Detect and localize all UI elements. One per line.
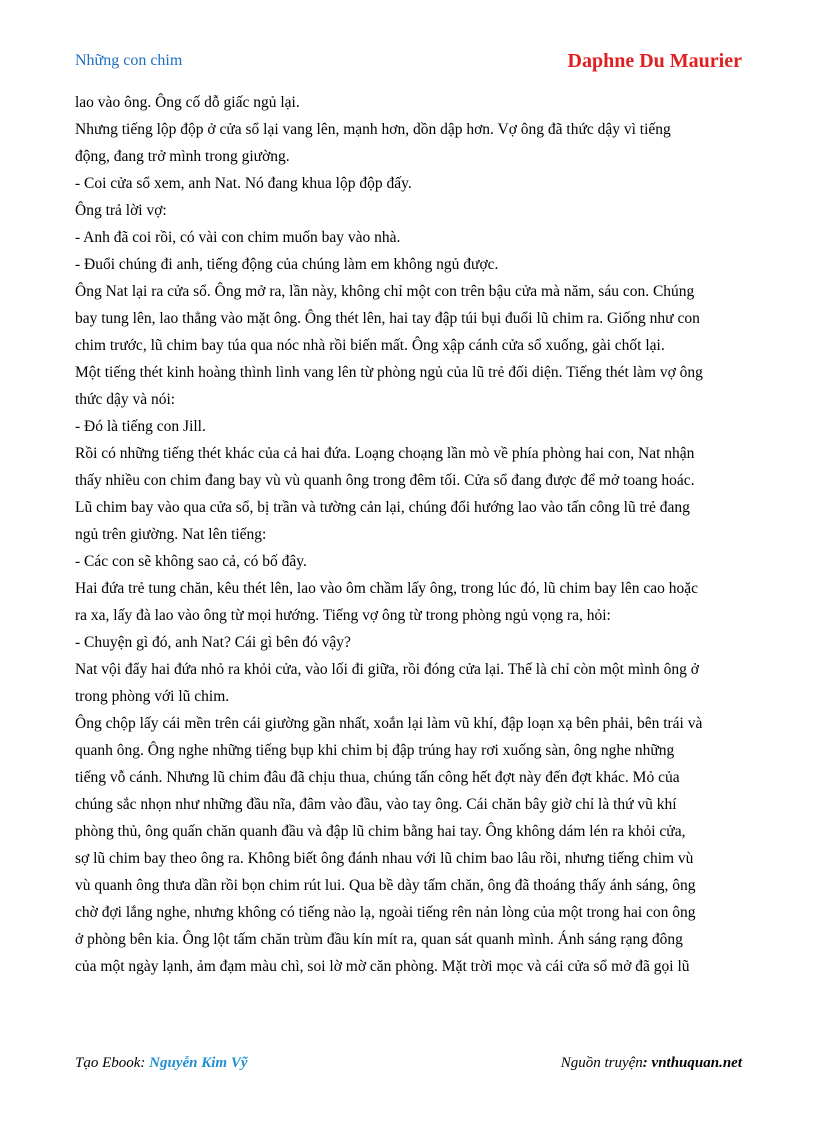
book-title: Những con chim bbox=[75, 52, 183, 69]
ebook-credit bbox=[75, 1055, 248, 1072]
text-line: của một ngày lạnh, ảm đạm màu chì, soi lờ mờ căn phòng. Mặt trời mọc và cái cửa sổ mở đã gọi lũ bbox=[75, 958, 690, 975]
text-line: Ông chộp lấy cái mền trên cái giường gần nhất, xoắn lại làm vũ khí, đập loạn xạ bên phải, bên trái và bbox=[75, 715, 703, 732]
text-line: - Coi cửa sổ xem, anh Nat. Nó đang khua lộp độp đấy. bbox=[75, 175, 412, 192]
creator-separator: : bbox=[140, 1055, 150, 1071]
text-line: Nhưng tiếng lộp độp ở cửa sổ lại vang lên, mạnh hơn, dồn dập hơn. Vợ ông đã thức dậy vì tiếng bbox=[75, 121, 671, 138]
text-line: quanh ông. Ông nghe những tiếng bụp khi chim bị đập trúng hay rơi xuống sàn, ông nghe những bbox=[75, 742, 675, 759]
text-line: ra xa, lấy đà lao vào ông từ mọi hướng. Tiếng vợ ông từ trong phòng ngủ vọng ra, hỏi: bbox=[75, 607, 611, 624]
text-line: Ông Nat lại ra cửa sổ. Ông mở ra, lần này, không chỉ một con trên bậu cửa mà năm, sáu con. Chúng bbox=[75, 283, 695, 300]
text-line: ngủ trên giường. Nat lên tiếng: bbox=[75, 526, 267, 543]
creator-label: Tạo Ebook bbox=[75, 1055, 141, 1071]
text-line: sợ lũ chim bay theo ông ra. Không biết ông đánh nhau với lũ chim bao lâu rồi, nhưng tiếng chim vù bbox=[75, 850, 694, 867]
page-footer bbox=[75, 1055, 742, 1077]
source-name: vnthuquan.net bbox=[651, 1055, 742, 1071]
text-line: phòng thủ, ông quấn chăn quanh đầu và đập lũ chim bằng hai tay. Ông không dám lén ra khỏi cửa, bbox=[75, 823, 686, 840]
text-line: - Anh đã coi rồi, có vài con chim muốn bay vào nhà. bbox=[75, 229, 401, 246]
text-line: bay tung lên, lao thẳng vào mặt ông. Ông thét lên, hai tay đập túi bụi đuổi lũ chim ra. Giống như con bbox=[75, 310, 700, 327]
text-line: - Đuổi chúng đi anh, tiếng động của chúng làm em không ngủ được. bbox=[75, 256, 499, 273]
text-line: - Các con sẽ không sao cả, có bố đây. bbox=[75, 553, 307, 570]
source-credit bbox=[561, 1055, 742, 1072]
page-header bbox=[75, 50, 742, 74]
body-text bbox=[75, 89, 755, 980]
text-line: thức dậy và nói: bbox=[75, 391, 176, 408]
text-line: vù quanh ông thưa dần rồi bọn chim rút lui. Qua bề dày tấm chăn, ông đã thoáng thấy ánh sáng, ông bbox=[75, 877, 696, 894]
text-line: chờ đợi lắng nghe, nhưng không có tiếng nào lạ, ngoài tiếng rên nản lòng của một trong hai con ông bbox=[75, 904, 696, 921]
author-name: Daphne Du Maurier bbox=[567, 50, 742, 72]
text-line: Lũ chim bay vào qua cửa sổ, bị trần và tường cản lại, chúng đổi hướng lao vào tấn công lũ trẻ đang bbox=[75, 499, 690, 516]
text-line: Rồi có những tiếng thét khác của cả hai đứa. Loạng choạng lần mò về phía phòng hai con, Nat nhận bbox=[75, 445, 695, 462]
text-line: thấy nhiều con chim đang bay vù vù quanh ông trong đêm tối. Cửa sổ đang được để mở toang hoác. bbox=[75, 472, 695, 489]
text-line: - Đó là tiếng con Jill. bbox=[75, 418, 206, 435]
text-line: trong phòng với lũ chim. bbox=[75, 688, 230, 705]
text-line: ở phòng bên kia. Ông lột tấm chăn trùm đầu kín mít ra, quan sát quanh mình. Ánh sáng rạng đông bbox=[75, 931, 683, 948]
text-line: tiếng vỗ cánh. Nhưng lũ chim đâu đã chịu thua, chúng tấn công hết đợt này đến đợt khác. Mỏ của bbox=[75, 769, 680, 786]
text-line: chúng sắc nhọn như những đầu nĩa, đâm vào đầu, vào tay ông. Cái chăn bây giờ chỉ là thứ vũ khí bbox=[75, 796, 677, 813]
text-line: Nat vội đẩy hai đứa nhỏ ra khỏi cửa, vào lối đi giữa, rồi đóng cửa lại. Thế là chỉ còn một mình ông ở bbox=[75, 661, 699, 678]
text-line: Hai đứa trẻ tung chăn, kêu thét lên, lao vào ôm chầm lấy ông, trong lúc đó, lũ chim bay lên cao hoặc bbox=[75, 580, 699, 597]
text-line: - Chuyện gì đó, anh Nat? Cái gì bên đó vậy? bbox=[75, 634, 351, 651]
text-line: Một tiếng thét kinh hoàng thình lình vang lên từ phòng ngủ của lũ trẻ đối diện. Tiếng thét làm vợ ông bbox=[75, 364, 703, 381]
text-line: động, đang trở mình trong giường. bbox=[75, 148, 290, 165]
text-line: Ông trả lời vợ: bbox=[75, 202, 167, 219]
text-line: lao vào ông. Ông cố dỗ giấc ngủ lại. bbox=[75, 94, 300, 111]
source-separator: : bbox=[642, 1055, 652, 1071]
text-line: chim trước, lũ chim bay túa qua nóc nhà rồi biến mất. Ông xập cánh cửa sổ xuống, gài chốt lại. bbox=[75, 337, 665, 354]
creator-name: Nguyễn Kim Vỹ bbox=[149, 1055, 248, 1071]
source-label: Nguồn truyện bbox=[560, 1055, 643, 1071]
